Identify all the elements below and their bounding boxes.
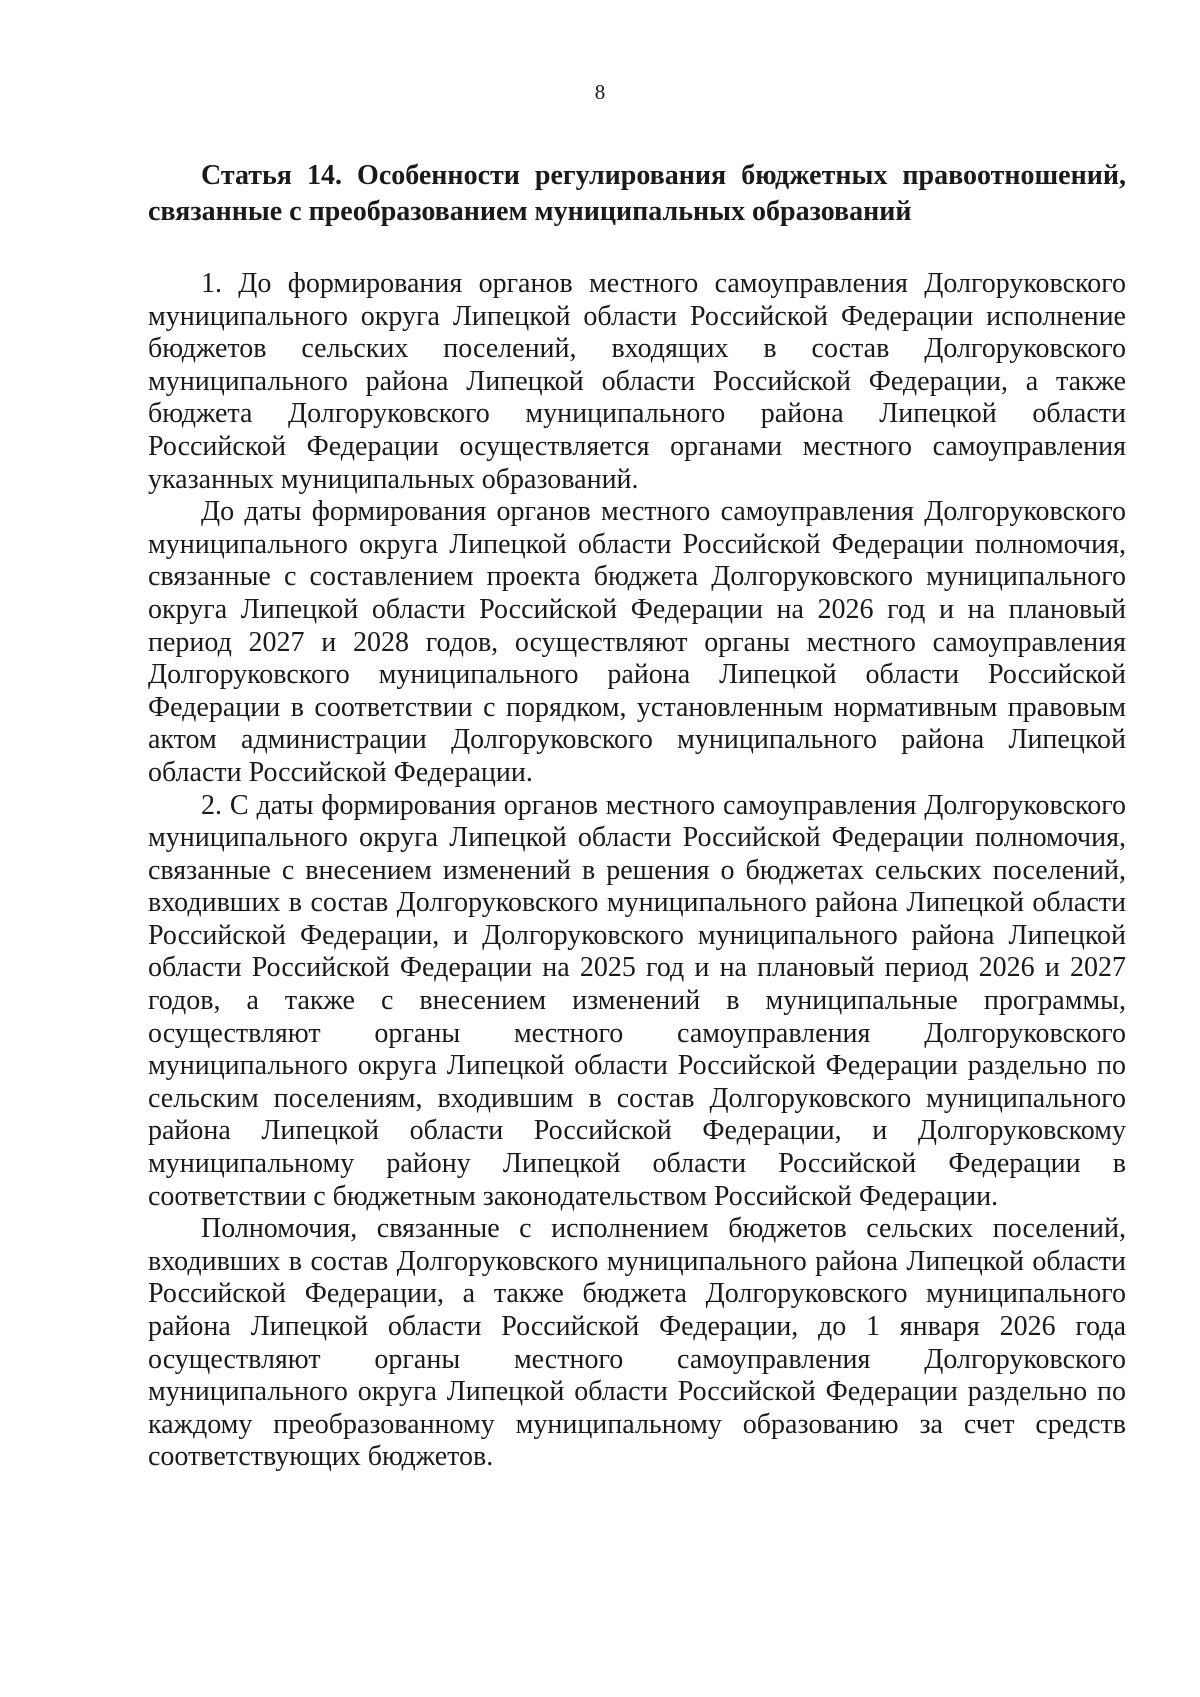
page-number: 8 (594, 80, 606, 104)
article-content (148, 158, 1126, 1474)
article-heading: Статья 14. Особенности регулирования бюджетных правоотношений, связанные с преобразованием муниципальных образований (148, 160, 1126, 227)
paragraph-1: 1. До формирования органов местного самоуправления Долгоруковского муниципального округа Липецкой области Российской Федерации исполнение бюджетов сельских поселений, входящих в состав Долгоруковского муниципального района Липецкой области Российской Федерации, а также бюджета Долгоруковского муниципального района Липецкой области Российской Федерации осуществляется органами местного самоуправления указанных муниципальных образований. (148, 268, 1126, 495)
paragraph-4: Полномочия, связанные с исполнением бюджетов сельских поселений, входивших в состав Долгоруковского муниципального района Липецкой области Российской Федерации, а также бюджета Долгоруковского муниципального района Липецкой области Российской Федерации, до 1 января 2026 года осуществляют органы местного самоуправления Долгоруковского муниципального округа Липецкой области Российской Федерации раздельно по каждому преобразованному муниципальному образованию за счет средств соответствующих бюджетов. (148, 1213, 1126, 1473)
paragraph-2: До даты формирования органов местного самоуправления Долгоруковского муниципального округа Липецкой области Российской Федерации полномочия, связанные с составлением проекта бюджета Долгоруковского муниципального округа Липецкой области Российской Федерации на 2026 год и на плановый период 2027 и 2028 годов, осуществляют органы местного самоуправления Долгоруковского муниципального района Липецкой области Российской Федерации в соответствии с порядком, установленным нормативным правовым актом администрации Долгоруковского муниципального района Липецкой области Российской Федерации. (148, 496, 1126, 788)
paragraph-3: 2. С даты формирования органов местного самоуправления Долгоруковского муниципального округа Липецкой области Российской Федерации полномочия, связанные с внесением изменений в решения о бюджетах сельских поселений, входивших в состав Долгоруковского муниципального района Липецкой области Российской Федерации, и Долгоруковского муниципального района Липецкой области Российской Федерации на 2025 год и на плановый период 2026 и 2027 годов, а также с внесением изменений в муниципальные программы, осуществляют органы местного самоуправления Долгоруковского муниципального округа Липецкой области Российской Федерации раздельно по сельским поселениям, входившим в состав Долгоруковского муниципального района Липецкой области Российской Федерации, и Долгоруковскому муниципальному району Липецкой области Российской Федерации в соответствии с бюджетным законодательством Российской Федерации. (148, 789, 1126, 1212)
article-body (148, 268, 1126, 1474)
